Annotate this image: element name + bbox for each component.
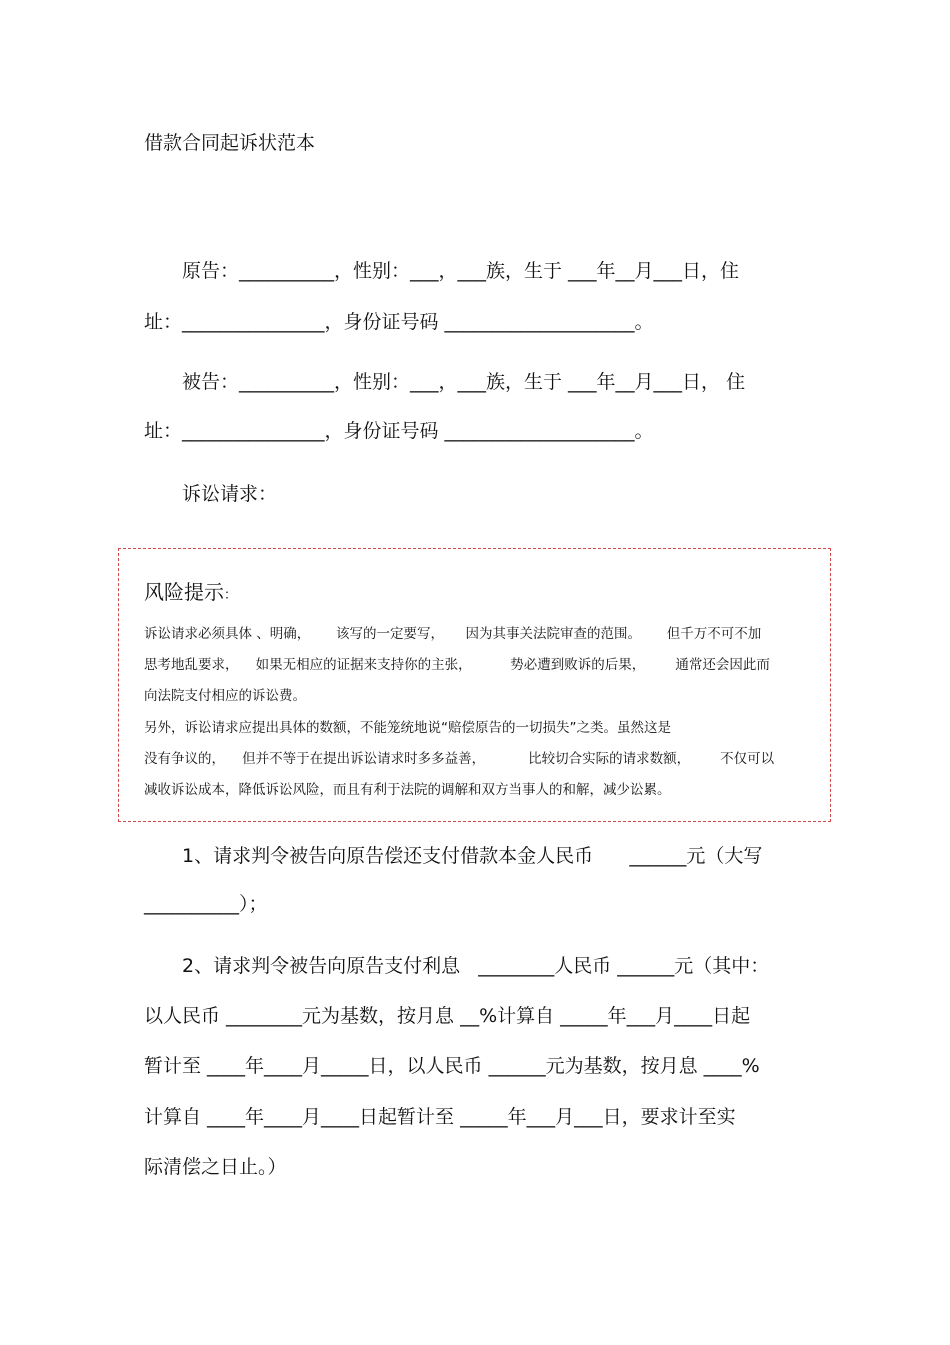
claim-1-line-2: __________）； [144, 893, 268, 915]
plaintiff-line-2: 址：_______________，身份证号码 ____________________。 [144, 311, 654, 333]
risk-tip-line: 没有争议的， 但并不等于在提出诉讼请求时多多益善， 比较切合实际的请求数额， 不仅可以 [144, 751, 775, 767]
risk-tip-line: 诉讼请求必须具体 、明确， 该写的一定要写， 因为其事关法院审查的范围。 但千万不可不加 [144, 626, 762, 642]
risk-tip-title-text: 风险提示 [144, 580, 224, 604]
claim-1-line-1: 1、请求判令被告向原告偿还支付借款本金人民币 ______元（大写 [182, 845, 763, 867]
risk-tip-line: 另外，诉讼请求应提出具体的数额，不能笼统地说“赔偿原告的一切损失”之类。虽然这是 [144, 720, 671, 736]
risk-tip-line: 思考地乱要求， 如果无相应的证据来支持你的主张， 势必遭到败诉的后果， 通常还会因此而 [144, 657, 770, 673]
plaintiff-line-1: 原告：__________，性别：___，___族，生于 ___年__月___日，住 [182, 260, 740, 282]
document-title: 借款合同起诉状范本 [144, 132, 316, 154]
risk-tip-title-colon: ： [224, 588, 238, 603]
claim-2-line-2: 以人民币 ________元为基数，按月息 __%计算自 _____年___月____日起 [144, 1005, 751, 1027]
claim-2-line-3: 暂计至 ____年____月_____日，以人民币 ______元为基数，按月息 ____% [144, 1055, 760, 1077]
risk-tip-line: 减收诉讼成本，降低诉讼风险，而且有利于法院的调解和双方当事人的和解，减少讼累。 [144, 782, 671, 798]
claim-2-line-5: 际清偿之日止。） [144, 1156, 287, 1178]
claims-heading: 诉讼请求： [182, 483, 278, 505]
risk-tip-line: 向法院支付相应的诉讼费。 [144, 688, 306, 704]
claim-2-line-1: 2、请求判令被告向原告支付利息 ________人民币 ______元（其中： [182, 955, 770, 977]
defendant-line-2: 址：_______________，身份证号码 ____________________。 [144, 420, 654, 442]
defendant-line-1: 被告：__________，性别：___，___族，生于 ___年__月___日， 住 [182, 371, 746, 393]
claim-2-line-4: 计算自 ____年____月____日起暂计至 _____年___月___日，要求计至实 [144, 1106, 736, 1128]
risk-tip-title [144, 576, 237, 605]
